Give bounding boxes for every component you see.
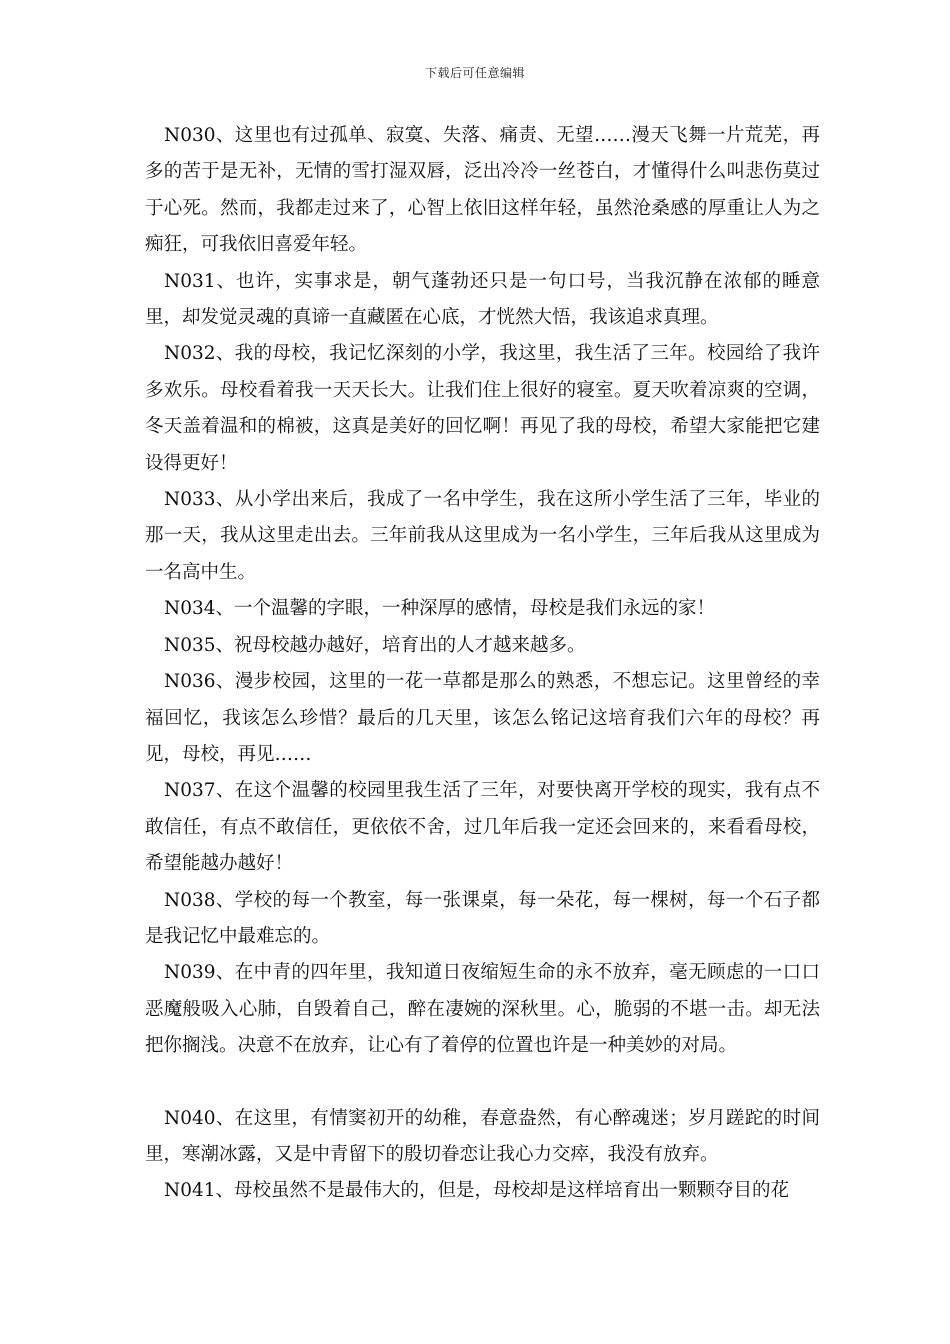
paragraph-n030: N030、这里也有过孤单、寂寞、失落、痛责、无望……漫天飞舞一片荒芜，再多的苦于是无补，无情的雪打湿双唇，泛出冷冷一丝苍白，才懂得什么叫悲伤莫过于心死。然而，我都走过来了，心智上依旧这样年轻，虽然沧桑感的厚重让人为之痴狂，可我依旧喜爱年轻。 [145, 125, 820, 256]
paragraph-n033: N033、从小学出来后，我成了一名中学生，我在这所小学生活了三年，毕业的那一天，我从这里走出去。三年前我从这里成为一名小学生，三年后我从这里成为一名高中生。 [145, 489, 820, 583]
paragraph-n034: N034、一个温馨的字眼，一种深厚的感情，母校是我们永远的家！ [164, 598, 716, 620]
page-header: 下载后可任意编辑 [424, 66, 525, 80]
paragraph-n038: N038、学校的每一个教室，每一张课桌，每一朵花，每一棵树，每一个石子都是我记忆中最难忘的。 [145, 889, 820, 947]
paragraph-n036: N036、漫步校园，这里的一花一草都是那么的熟悉，不想忘记。这里曾经的幸福回忆，我该怎么珍惜？最后的几天里，该怎么铭记这培育我们六年的母校？再见，母校，再见…… [145, 671, 820, 765]
paragraph-n035: N035、祝母校越办越好，培育出的人才越来越多。 [164, 634, 586, 656]
paragraph-n031: N031、也许，实事求是，朝气蓬勃还只是一句口号，当我沉静在浓郁的睡意里，却发觉灵魂的真谛一直藏匿在心底，才恍然大悟，我该追求真理。 [145, 270, 820, 329]
document-body [145, 118, 820, 1210]
paragraph-n039: N039、在中青的四年里，我知道日夜缩短生命的永不放弃，毫无顾虑的一口口恶魔般吸入心肺，自毁着自己，醉在凄婉的深秋里。心，脆弱的不堪一击。却无法把你搁浅。决意不在放弃，让心有了着停的位置也许是一种美妙的对局。 [145, 962, 820, 1057]
paragraph-n041: N041、母校虽然不是最伟大的，但是，母校却是这样培育出一颗颗夺目的花 [164, 1180, 790, 1202]
paragraph-n037: N037、在这个温馨的校园里我生活了三年，对要快离开学校的现实，我有点不敢信任，有点不敢信任，更依依不舍，过几年后我一定还会回来的，来看看母校，希望能越办越好！ [145, 780, 820, 875]
paragraph-n040: N040、在这里，有情窦初开的幼稚，春意盎然，有心醉魂迷；岁月蹉跎的时间里，寒潮冰露，又是中青留下的殷切眷恋让我心力交瘁，我没有放弃。 [145, 1107, 820, 1165]
paragraph-n032: N032、我的母校，我记忆深刻的小学，我这里，我生活了三年。校园给了我许多欢乐。母校看着我一天天长大。让我们住上很好的寝室。夏天吹着凉爽的空调，冬天盖着温和的棉被，这真是美好的回忆啊！再见了我的母校，希望大家能把它建设得更好！ [145, 343, 820, 474]
